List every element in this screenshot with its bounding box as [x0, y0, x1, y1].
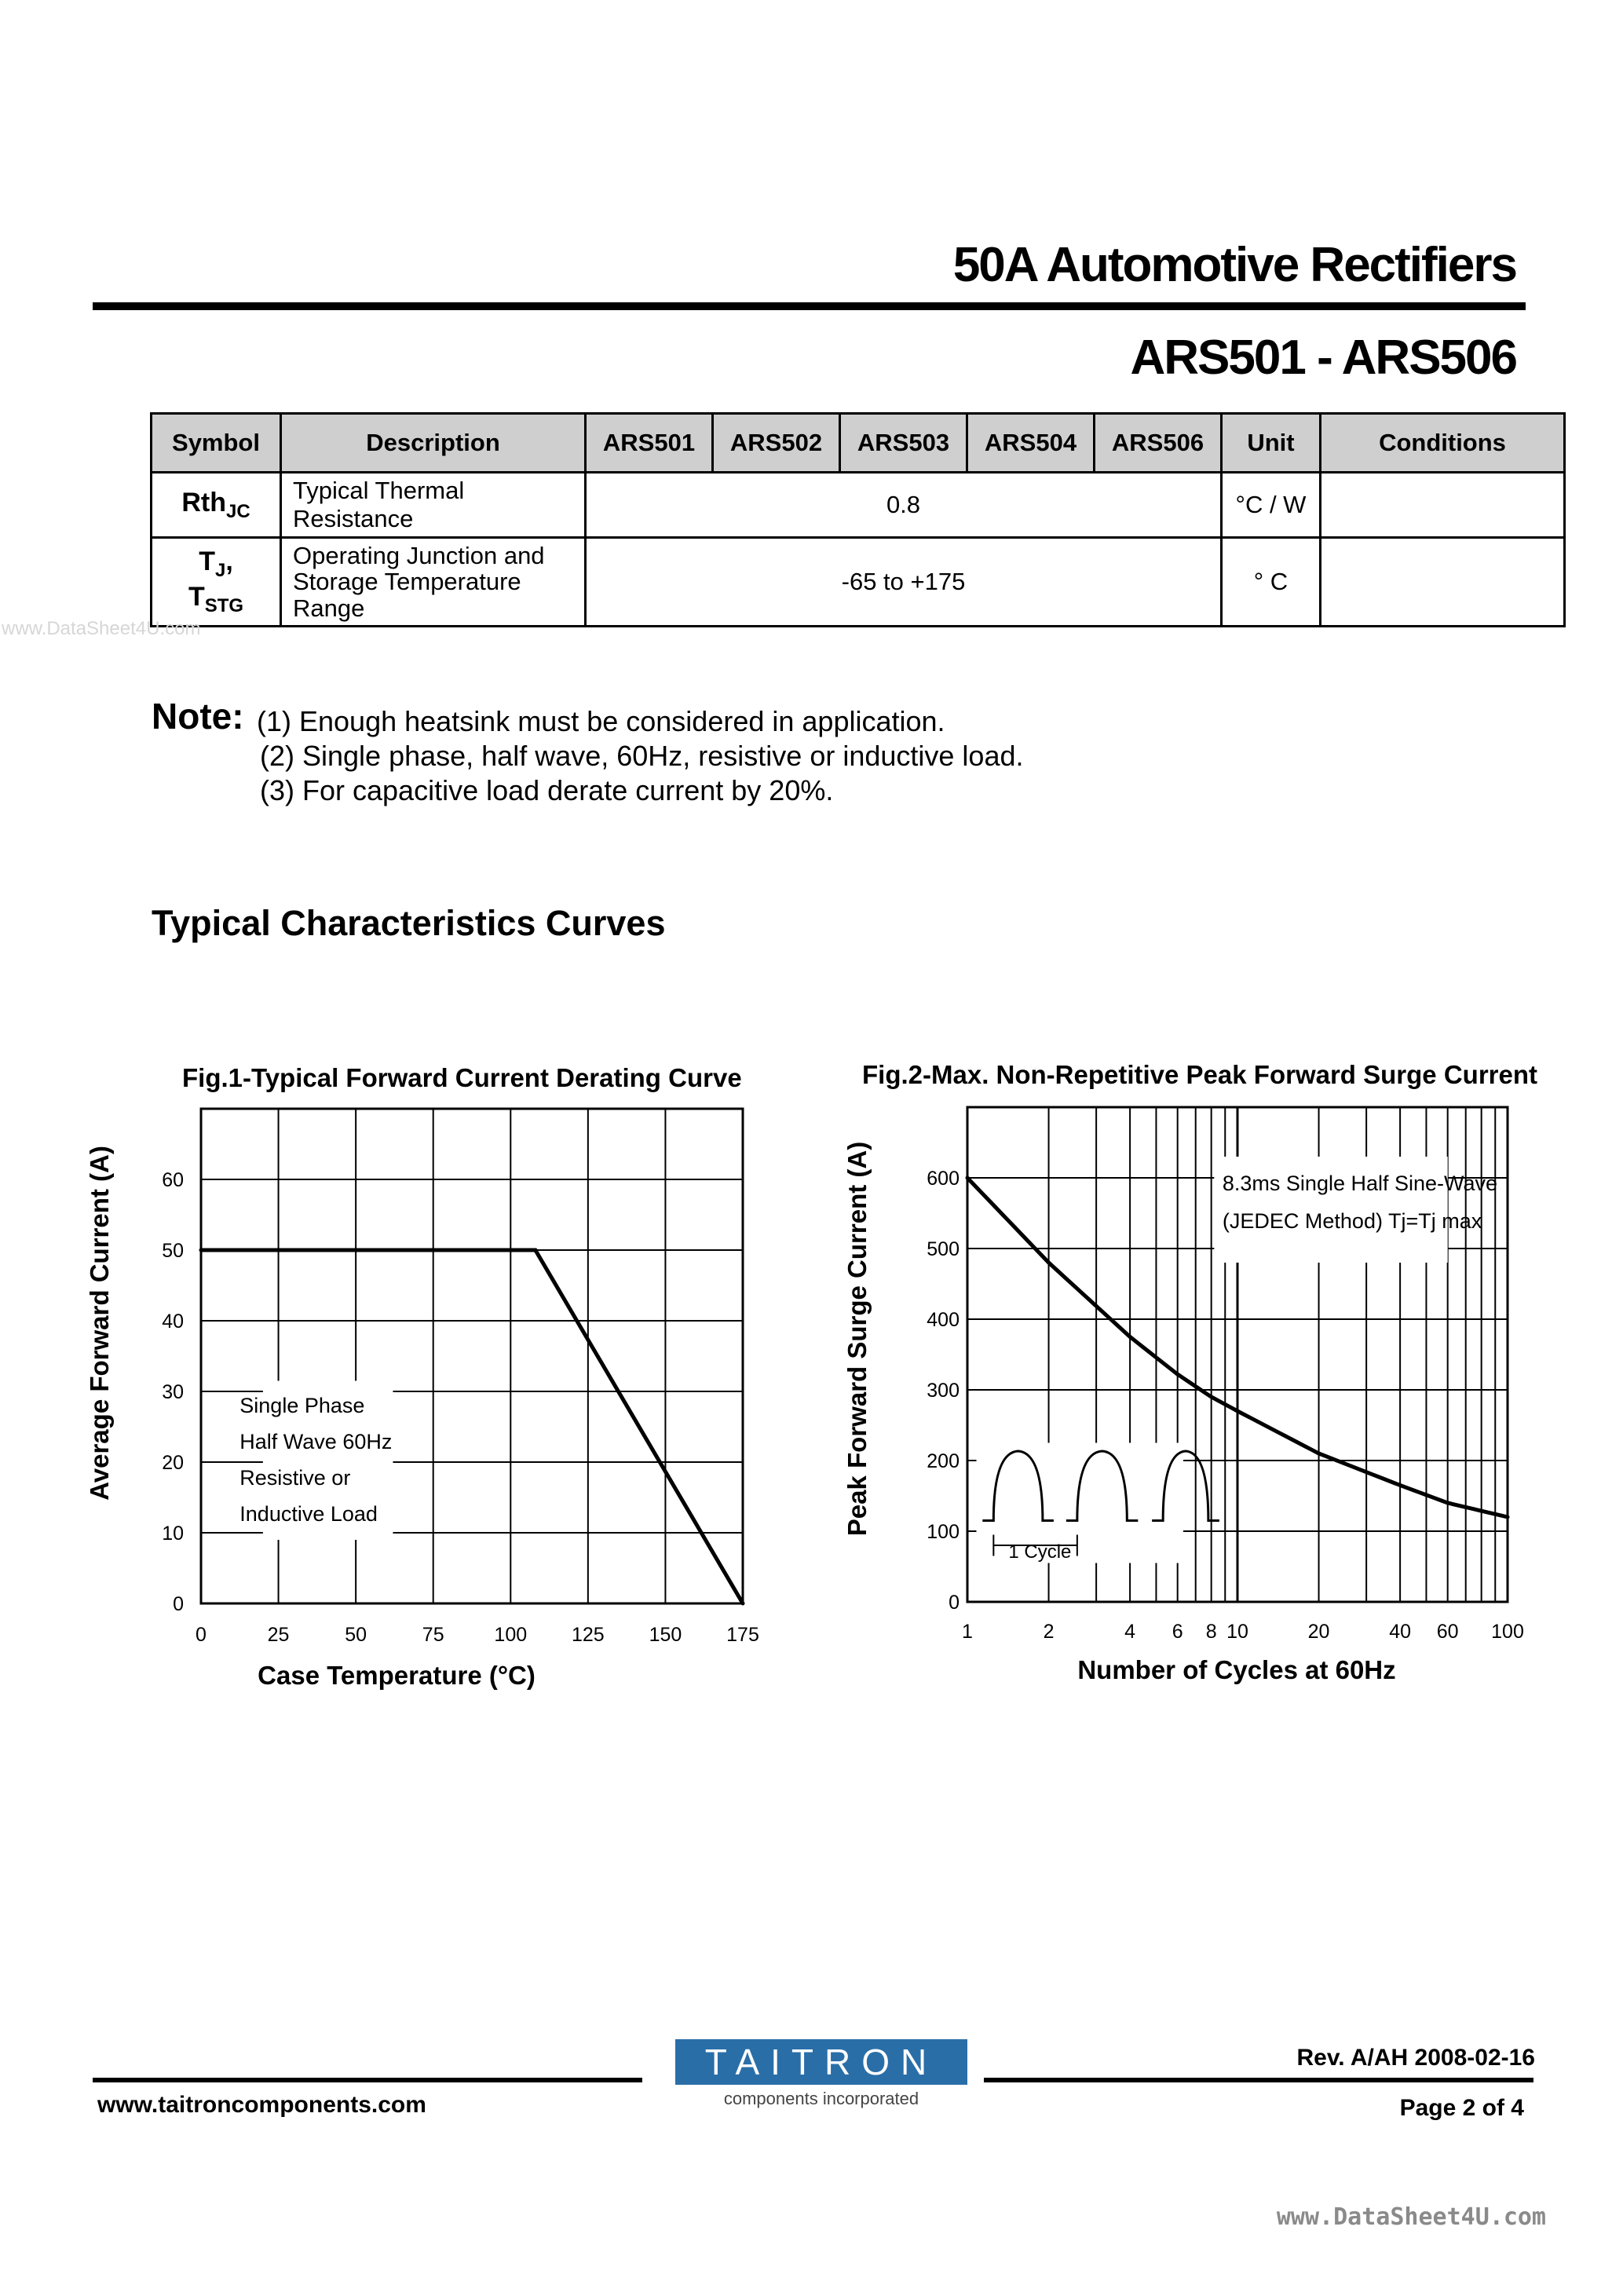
- chart-1-ytick-label: 50: [162, 1240, 184, 1262]
- chart-2-data-point: [1317, 1452, 1321, 1456]
- chart-1-annotation-line: Half Wave 60Hz: [239, 1430, 393, 1453]
- chart-1-data-point: [199, 1249, 203, 1252]
- chart-1-xtick-label: 100: [494, 1624, 528, 1646]
- chart-1-annotation-line: Inductive Load: [239, 1502, 378, 1526]
- note-item: (2) Single phase, half wave, 60Hz, resistive or inductive load.: [260, 740, 1024, 772]
- symbol-sub: J: [214, 560, 226, 581]
- note-item: (3) For capacitive load derate current by 20%.: [260, 774, 834, 806]
- chart-2-data-point: [1175, 1373, 1179, 1377]
- taitron-logo-subtitle: components incorporated: [723, 2089, 919, 2108]
- chart-2-ytick-label: 100: [927, 1521, 960, 1543]
- chart-1-ytick-label: 40: [162, 1311, 184, 1333]
- chart-2-ytick-label: 300: [927, 1380, 960, 1402]
- symbol-main: Rth: [181, 487, 226, 517]
- footer-website-link[interactable]: www.taitroncomponents.com: [97, 2092, 426, 2118]
- chart-2-data-point: [966, 1176, 970, 1180]
- header-ars506: ARS506: [1095, 414, 1222, 473]
- header-conditions: Conditions: [1321, 414, 1565, 473]
- chart-2-annotation-line: 8.3ms Single Half Sine-Wave: [1222, 1172, 1498, 1196]
- chart-2-ytick-label: 0: [949, 1592, 960, 1614]
- chart-2-data-point: [1236, 1409, 1240, 1413]
- symbol-sub: STG: [204, 594, 244, 616]
- chart-1-xtick-label: 0: [196, 1624, 207, 1646]
- chart-1-title: Fig.1-Typical Forward Current Derating Curve: [182, 1063, 742, 1092]
- chart-1-ytick-label: 10: [162, 1523, 184, 1545]
- symbol-line-2: [163, 582, 269, 617]
- chart-2-xtick-label: 100: [1491, 1621, 1524, 1641]
- chart-1-annotation-line: Single Phase: [239, 1394, 365, 1417]
- chart-2-data-point: [1128, 1335, 1132, 1339]
- chart-2-annotation-line: (JEDEC Method) Tj=Tj max: [1222, 1209, 1482, 1234]
- page-number: Page 2 of 4: [1399, 2095, 1524, 2121]
- chart-2-surge-current: [903, 1099, 1531, 1641]
- header-ars504: ARS504: [967, 414, 1095, 473]
- chart-2-data-point: [1506, 1515, 1510, 1519]
- symbol-main: T: [199, 547, 215, 577]
- chart-2-data-point: [1446, 1501, 1449, 1505]
- chart-1-data-point: [533, 1249, 537, 1252]
- taitron-logo: TAITRON: [675, 2039, 967, 2085]
- chart-1-annotation-line: Resistive or: [239, 1466, 351, 1490]
- chart-1-xtick-label: 150: [649, 1624, 682, 1646]
- chart-1-ytick-label: 60: [162, 1169, 184, 1191]
- chart-1-xtick-label: 125: [571, 1624, 605, 1646]
- conditions-cell: [1321, 538, 1565, 627]
- value-cell: 0.8: [586, 473, 1222, 538]
- bottom-watermark: www.DataSheet4U.com: [1276, 2203, 1546, 2231]
- chart-2-xtick-label: 20: [1307, 1621, 1330, 1641]
- section-title: Typical Characteristics Curves: [152, 903, 666, 943]
- conditions-cell: [1321, 473, 1565, 538]
- chart-2-ytick-label: 500: [927, 1238, 960, 1260]
- symbol-cell: [152, 473, 281, 538]
- table-header-row: [152, 414, 1565, 473]
- chart-2-ylabel: Peak Forward Surge Current (A): [843, 1141, 872, 1537]
- footer-rule-left: [93, 2078, 642, 2082]
- table-row: [152, 538, 1565, 627]
- symbol-cell: [152, 538, 281, 627]
- symbol-comma: ,: [225, 547, 233, 577]
- symbol-line-1: [163, 547, 269, 582]
- chart-2-xtick-label: 10: [1226, 1621, 1248, 1641]
- chart-2-title: Fig.2-Max. Non-Repetitive Peak Forward Surge Current: [862, 1060, 1537, 1089]
- side-watermark: www.DataSheet4U.com: [2, 618, 201, 639]
- revision-text: Rev. A/AH 2008-02-16: [1296, 2045, 1535, 2071]
- header-rule: [93, 302, 1526, 310]
- table-row: [152, 473, 1565, 538]
- chart-2-data-point: [1209, 1395, 1213, 1399]
- note-item: (1) Enough heatsink must be considered in application.: [257, 705, 945, 737]
- symbol-sub: JC: [225, 500, 250, 522]
- header-ars502: ARS502: [713, 414, 840, 473]
- chart-2-ytick-label: 400: [927, 1309, 960, 1331]
- header-symbol: Symbol: [152, 414, 281, 473]
- chart-1-derating-curve: [149, 1099, 762, 1649]
- chart-1-xtick-label: 75: [422, 1624, 444, 1646]
- chart-2-xtick-label: 4: [1124, 1621, 1136, 1641]
- header-ars503: ARS503: [840, 414, 967, 473]
- chart-2-xtick-label: 60: [1436, 1621, 1459, 1641]
- chart-2-xlabel: Number of Cycles at 60Hz: [1077, 1655, 1396, 1684]
- symbol-main: T: [188, 582, 205, 612]
- note-label: Note:: [152, 696, 244, 737]
- description-cell: Typical Thermal Resistance: [281, 473, 586, 538]
- header-ars501: ARS501: [586, 414, 713, 473]
- chart-1-ytick-label: 0: [173, 1593, 184, 1615]
- chart-1-xlabel: Case Temperature (°C): [258, 1661, 536, 1690]
- chart-2-ytick-label: 600: [927, 1168, 960, 1190]
- header-unit: Unit: [1222, 414, 1321, 473]
- chart-1-ytick-label: 20: [162, 1452, 184, 1474]
- unit-cell: °C / W: [1222, 473, 1321, 538]
- footer-rule-right: [984, 2078, 1533, 2082]
- chart-2-xtick-label: 2: [1043, 1621, 1055, 1641]
- value-cell: -65 to +175: [586, 538, 1222, 627]
- header-description: Description: [281, 414, 586, 473]
- thermal-spec-table: [150, 412, 1566, 627]
- chart-1-xtick-label: 50: [345, 1624, 367, 1646]
- chart-1-ytick-label: 30: [162, 1381, 184, 1403]
- chart-2-ytick-label: 200: [927, 1450, 960, 1472]
- chart-1-xtick-label: 25: [267, 1624, 290, 1646]
- chart-2-xtick-label: 6: [1172, 1621, 1183, 1641]
- chart-1-xtick-label: 175: [726, 1624, 759, 1646]
- description-cell: Operating Junction and Storage Temperature Range: [281, 538, 586, 627]
- unit-cell: ° C: [1222, 538, 1321, 627]
- chart-2-inset-label: 1 Cycle: [1008, 1541, 1072, 1563]
- part-range-title: ARS501 - ARS506: [1130, 331, 1516, 385]
- chart-2-data-point: [1398, 1483, 1402, 1487]
- chart-2-xtick-label: 1: [962, 1621, 973, 1641]
- chart-1-data-point: [741, 1602, 745, 1606]
- chart-2-data-point: [1047, 1261, 1051, 1265]
- chart-2-xtick-label: 8: [1205, 1621, 1217, 1641]
- chart-1-ylabel: Average Forward Current (A): [85, 1146, 114, 1501]
- chart-2-xtick-label: 40: [1389, 1621, 1412, 1641]
- document-title: 50A Automotive Rectifiers: [952, 238, 1516, 292]
